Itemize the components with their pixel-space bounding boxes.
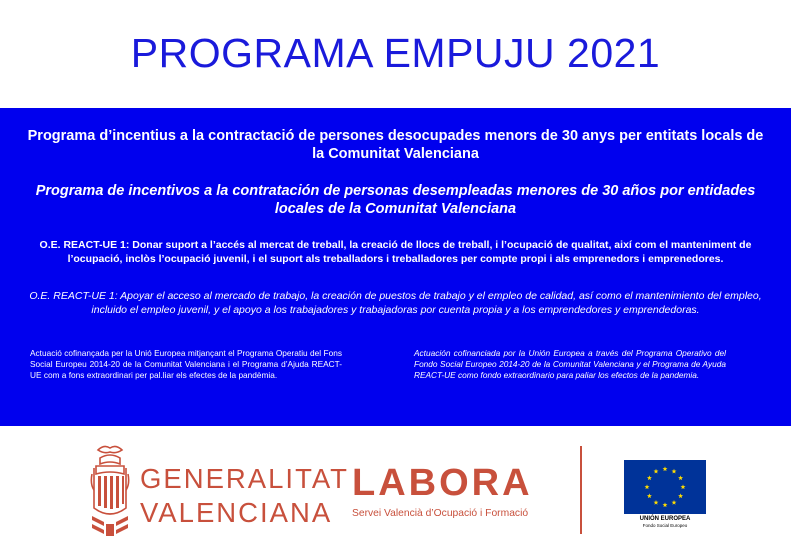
generalitat-wordmark — [140, 462, 349, 530]
catalan-objective: O.E. REACT-UE 1: Donar suport a l’accés al mercat de treball, la creació de llocs de treball, i l’ocupació de qualitat, així com el manteniment de l’ocupació, inclòs l’ocupació juvenil, i el suport als treballadors i treballadores per compte propi i als emprenedors i emprenedores. — [39, 239, 752, 265]
labora-subtitle: Servei Valencià d’Ocupació i Formació — [352, 508, 529, 519]
info-panel — [0, 108, 791, 426]
generalitat-line2: VALENCIANA — [140, 497, 333, 528]
catalan-cofinancing-note: Actuació cofinançada per la Unió Europea mitjançant el Programa Operatiu del Fons Social Europeu 2014-20 de la Comunitat Valenciana i el Programa d’Ajuda REACT-UE com a fons extraordinari per pal.liar els efectes de la pandèmia. — [30, 348, 342, 380]
logo-divider — [580, 446, 582, 534]
generalitat-emblem-icon — [90, 444, 130, 538]
spanish-program-title: Programa de incentivos a la contratación de personas desempleadas menores de 30 años por entidades locales de la Comunitat Valenciana — [35, 183, 756, 217]
logos-footer — [0, 426, 791, 533]
spanish-cofinancing-note: Actuación cofinanciada por la Unión Europea a través del Programa Operativo del Fondo Social Europeo 2014-20 de la Comunitat Valenciana y el Programa de Ayuda REACT-UE como fondo extraordinario para paliar los efectos de la pandemia. — [414, 348, 726, 380]
catalan-program-title: Programa d’incentius a la contractació de persones desocupades menors de 30 anys per entitats locals de la Comunitat Valenciana — [27, 128, 764, 162]
eu-label: UNIÓN EUROPEA — [639, 516, 691, 522]
generalitat-line1: GENERALITAT — [140, 463, 349, 494]
spanish-objective: O.E. REACT-UE 1: Apoyar el acceso al mercado de trabajo, la creación de puestos de trabajo y el empleo de calidad, así como el mantenimiento del empleo, incluido el empleo juvenil, y el apoyo a los trabajadores y trabajadoras por cuenta propia y a los emprendedores y emprendedoras. — [29, 290, 762, 316]
eu-flag-icon — [624, 460, 706, 514]
labora-logo: LABORA — [352, 462, 533, 504]
eu-sublabel: Fondo Social Europeo — [642, 523, 688, 528]
page-title: PROGRAMA EMPUJU 2021 — [130, 30, 661, 76]
